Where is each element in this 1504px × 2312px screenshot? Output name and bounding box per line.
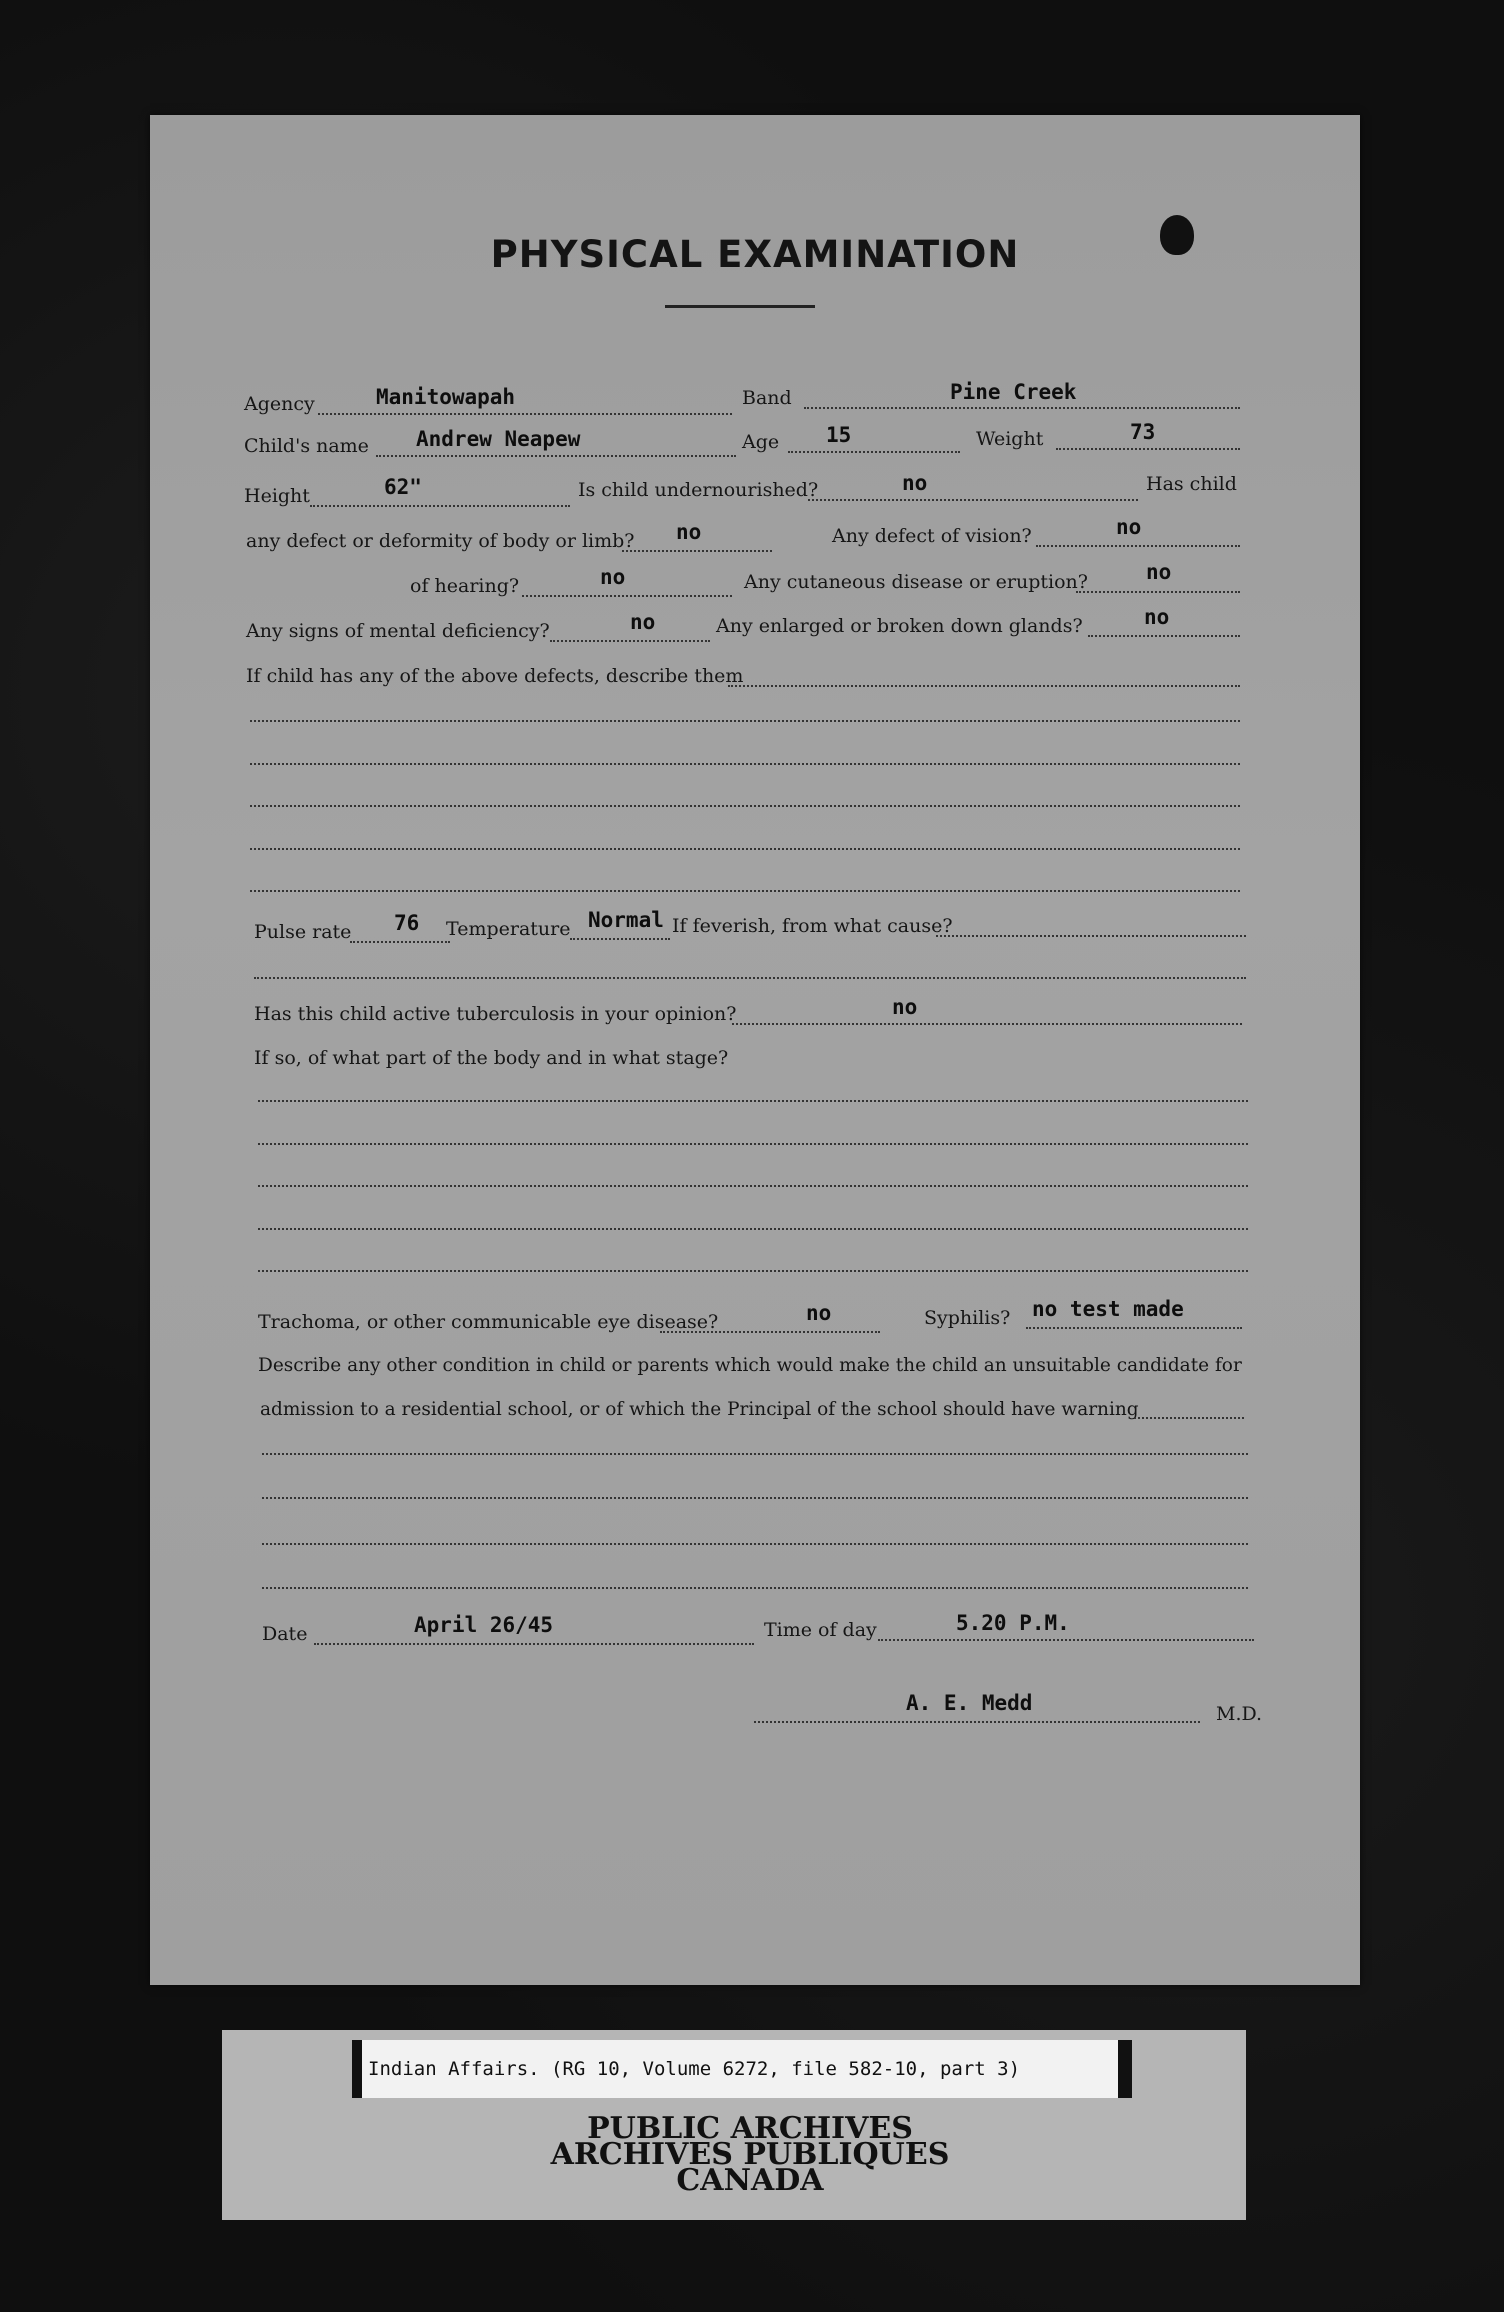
date-line: [314, 1643, 754, 1645]
tb-stage-label: If so, of what part of the body and in what stage?: [254, 1047, 729, 1069]
height-line: [310, 505, 570, 507]
age-line: [788, 451, 960, 453]
glands-label: Any enlarged or broken down glands?: [716, 615, 1083, 637]
childs-name-label: Child's name: [244, 435, 369, 457]
defect-body-line: [622, 550, 772, 552]
age-label: Age: [742, 431, 780, 453]
weight-value: 73: [1130, 420, 1156, 444]
defect-body-label: any defect or deformity of body or limb?: [246, 530, 635, 552]
childs-name-value: Andrew Neapew: [416, 427, 581, 451]
time-of-day-value: 5.20 P.M.: [956, 1611, 1070, 1635]
tuberculosis-label: Has this child active tuberculosis in your opinion?: [254, 1003, 737, 1025]
md-label: M.D.: [1216, 1703, 1263, 1725]
height-label: Height: [244, 485, 310, 507]
pulse-label: Pulse rate: [254, 921, 352, 943]
glands-line: [1088, 635, 1240, 637]
cutaneous-line: [1076, 591, 1240, 593]
archive-reference: Indian Affairs. (RG 10, Volume 6272, file 582-10, part 3): [352, 2040, 1132, 2098]
blank-line: [262, 1497, 1248, 1499]
defect-vision-value: no: [1116, 515, 1142, 539]
archive-name-fr: ARCHIVES PUBLIQUES: [550, 2137, 950, 2172]
defect-body-value: no: [676, 520, 702, 544]
undernourished-line: [808, 499, 1138, 501]
ink-blot-mark: [1160, 215, 1194, 255]
archive-name-en: PUBLIC ARCHIVES: [587, 2111, 913, 2146]
blank-line: [250, 763, 1240, 765]
agency-label: Agency: [244, 393, 315, 415]
blank-line: [250, 890, 1240, 892]
agency-line: [318, 413, 732, 415]
signature-line: [754, 1721, 1200, 1723]
time-of-day-line: [878, 1639, 1254, 1641]
band-value: Pine Creek: [950, 380, 1077, 404]
hearing-value: no: [600, 565, 626, 589]
date-label: Date: [262, 1623, 308, 1645]
blank-line: [262, 1587, 1248, 1589]
undernourished-value: no: [902, 471, 928, 495]
temperature-label: Temperature: [446, 918, 571, 940]
age-value: 15: [826, 423, 852, 447]
feverish-line: [936, 935, 1246, 937]
other-condition-label-1: Describe any other condition in child or parents which would make the child an unsuitable candidate for: [258, 1355, 1242, 1376]
other-condition-label-2: admission to a residential school, or of which the Principal of the school should have warning: [260, 1399, 1139, 1420]
defect-vision-label: Any defect of vision?: [832, 525, 1032, 547]
archive-country: CANADA: [676, 2163, 824, 2198]
tuberculosis-line: [732, 1023, 1242, 1025]
temperature-line: [570, 938, 670, 940]
childs-name-line: [376, 455, 736, 457]
syphilis-label: Syphilis?: [924, 1307, 1011, 1329]
blank-line: [254, 977, 1246, 979]
time-of-day-label: Time of day: [764, 1619, 877, 1641]
signature-value: A. E. Medd: [906, 1691, 1033, 1715]
trachoma-line: [660, 1331, 880, 1333]
mental-value: no: [630, 610, 656, 634]
tuberculosis-value: no: [892, 995, 918, 1019]
form-title: PHYSICAL EXAMINATION: [490, 233, 1020, 276]
hearing-line: [522, 595, 732, 597]
date-value: April 26/45: [414, 1613, 554, 1637]
title-underline: [665, 305, 815, 308]
describe-defects-label: If child has any of the above defects, describe them: [246, 665, 744, 687]
syphilis-value: no test made: [1032, 1297, 1184, 1321]
blank-line: [250, 720, 1240, 722]
blank-line: [258, 1143, 1248, 1145]
feverish-label: If feverish, from what cause?: [672, 915, 953, 937]
weight-label: Weight: [976, 428, 1044, 450]
blank-line: [258, 1185, 1248, 1187]
blank-line: [250, 805, 1240, 807]
cutaneous-value: no: [1146, 560, 1172, 584]
height-value: 62": [384, 475, 422, 499]
mental-line: [550, 640, 710, 642]
has-child-label: Has child: [1146, 473, 1237, 495]
blank-line: [262, 1543, 1248, 1545]
weight-line: [1056, 448, 1240, 450]
blank-line: [258, 1228, 1248, 1230]
defect-vision-line: [1036, 545, 1240, 547]
blank-line: [262, 1453, 1248, 1455]
cutaneous-label: Any cutaneous disease or eruption?: [744, 571, 1088, 593]
band-line: [804, 407, 1240, 409]
syphilis-line: [1026, 1327, 1242, 1329]
temperature-value: Normal: [588, 908, 664, 932]
blank-line: [258, 1100, 1248, 1102]
blank-line: [250, 848, 1240, 850]
blank-line: [258, 1270, 1248, 1272]
examination-form: [150, 115, 1360, 1985]
other-condition-line: [1134, 1417, 1244, 1419]
hearing-label: of hearing?: [410, 575, 520, 597]
trachoma-value: no: [806, 1301, 832, 1325]
trachoma-label: Trachoma, or other communicable eye disease?: [258, 1311, 719, 1333]
mental-label: Any signs of mental deficiency?: [246, 620, 550, 642]
pulse-line: [350, 941, 450, 943]
describe-defects-line: [728, 685, 1240, 687]
glands-value: no: [1144, 605, 1170, 629]
undernourished-label: Is child undernourished?: [578, 479, 819, 501]
band-label: Band: [742, 387, 792, 409]
pulse-value: 76: [394, 911, 420, 935]
agency-value: Manitowapah: [376, 385, 516, 409]
